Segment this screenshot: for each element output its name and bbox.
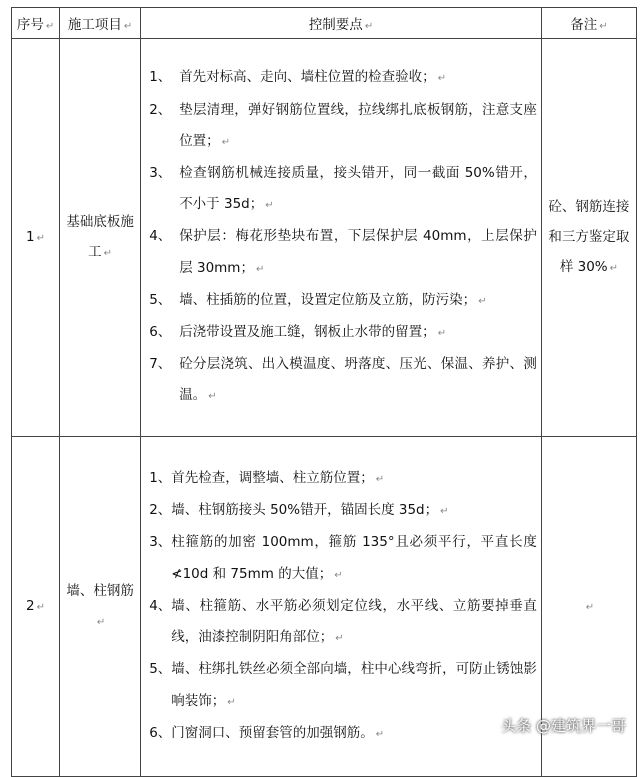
list-item: 3、 检查钢筋机械连接质量，接头错开，同一截面 50%错开，不小于 35d； ↵ — [149, 164, 537, 213]
return-mark-icon: ↵ — [255, 263, 265, 275]
construction-control-table — [11, 7, 637, 777]
header-points: 控制要点 ↵ — [141, 8, 542, 39]
return-mark-icon: ↵ — [375, 474, 385, 486]
return-mark-icon: ↵ — [440, 506, 449, 518]
list-item: 1、 首先检查，调整墙、柱立筋位置； ↵ — [149, 470, 385, 487]
list-item: 2、 墙、柱钢筋接头 50%错开，锚固长度 35d； ↵ — [149, 502, 449, 519]
return-mark-icon: ↵ — [364, 21, 374, 32]
list-item: 5、 墙、柱绑扎铁丝必须全部向墙，柱中心线弯折，可防止锈蚀影响装饰； ↵ — [149, 661, 537, 709]
row-points — [141, 437, 542, 777]
return-mark-icon: ↵ — [437, 73, 447, 85]
return-mark-icon: ↵ — [36, 601, 46, 613]
return-mark-icon: ↵ — [334, 569, 343, 581]
row-item: 墙、柱钢筋↵ — [60, 437, 141, 777]
list-item: 7、 砼分层浇筑、出入模温度、坍落度、压光、保温、养护、测温。 ↵ — [149, 356, 537, 404]
return-mark-icon: ↵ — [103, 247, 113, 259]
return-mark-icon: ↵ — [335, 633, 344, 645]
return-mark-icon: ↵ — [437, 328, 447, 339]
row-item: 基础底板施工 ↵ — [60, 39, 141, 437]
return-mark-icon: ↵ — [96, 616, 106, 628]
list-item: 2、 垫层清理，弹好钢筋位置线，拉线绑扎底板钢筋，注意支座位置； ↵ — [149, 101, 537, 149]
return-mark-icon: ↵ — [609, 262, 619, 274]
list-item: 3、 柱箍筋的加密 100mm，箍筋 135°且必须平行，平直长度≮10d 和 75mm 的大值； ↵ — [149, 534, 537, 582]
return-mark-icon: ↵ — [375, 728, 385, 740]
return-mark-icon: ↵ — [208, 391, 217, 403]
watermark: 头条 @建筑界一哥 — [501, 717, 626, 735]
row-note: 砼、钢筋连接和三方鉴定取样 30% ↵ — [541, 39, 636, 437]
row-number: 1 ↵ — [12, 39, 60, 437]
list-item: 4、 保护层：梅花形垫块布置，下层保护层 40mm，上层保护层 30mm； ↵ — [149, 228, 537, 276]
list-item: 6、 后浇带设置及施工缝，钢板止水带的留置； ↵ — [149, 324, 447, 340]
list-item: 1、 首先对标高、走向、墙柱位置的检查验收； ↵ — [149, 69, 447, 86]
return-mark-icon: ↵ — [599, 21, 608, 32]
return-mark-icon: ↵ — [227, 696, 236, 708]
return-mark-icon: ↵ — [123, 21, 133, 32]
return-mark-icon: ↵ — [36, 232, 46, 244]
header-no: 序号 ↵ — [12, 8, 60, 39]
return-mark-icon: ↵ — [585, 601, 595, 613]
return-mark-icon: ↵ — [221, 136, 231, 148]
table-row — [12, 39, 637, 437]
header-note: 备注 ↵ — [541, 8, 636, 39]
table-header-row — [12, 8, 637, 39]
header-item: 施工项目 ↵ — [60, 8, 141, 39]
list-item: 4、 墙、柱箍筋、水平筋必须划定位线，水平线、立筋要掉垂直线，油漆控制阴阳角部位； ↵ — [149, 597, 537, 646]
row-number: 2 ↵ — [12, 437, 60, 777]
row-points — [141, 39, 542, 437]
return-mark-icon: ↵ — [478, 295, 487, 307]
list-item: 5、 墙、柱插筋的位置，设置定位筋及立筋，防污染； ↵ — [149, 291, 487, 308]
return-mark-icon: ↵ — [45, 21, 55, 32]
list-item: 6、 门窗洞口、预留套管的加强钢筋。 ↵ — [149, 724, 385, 741]
return-mark-icon: ↵ — [265, 200, 274, 212]
